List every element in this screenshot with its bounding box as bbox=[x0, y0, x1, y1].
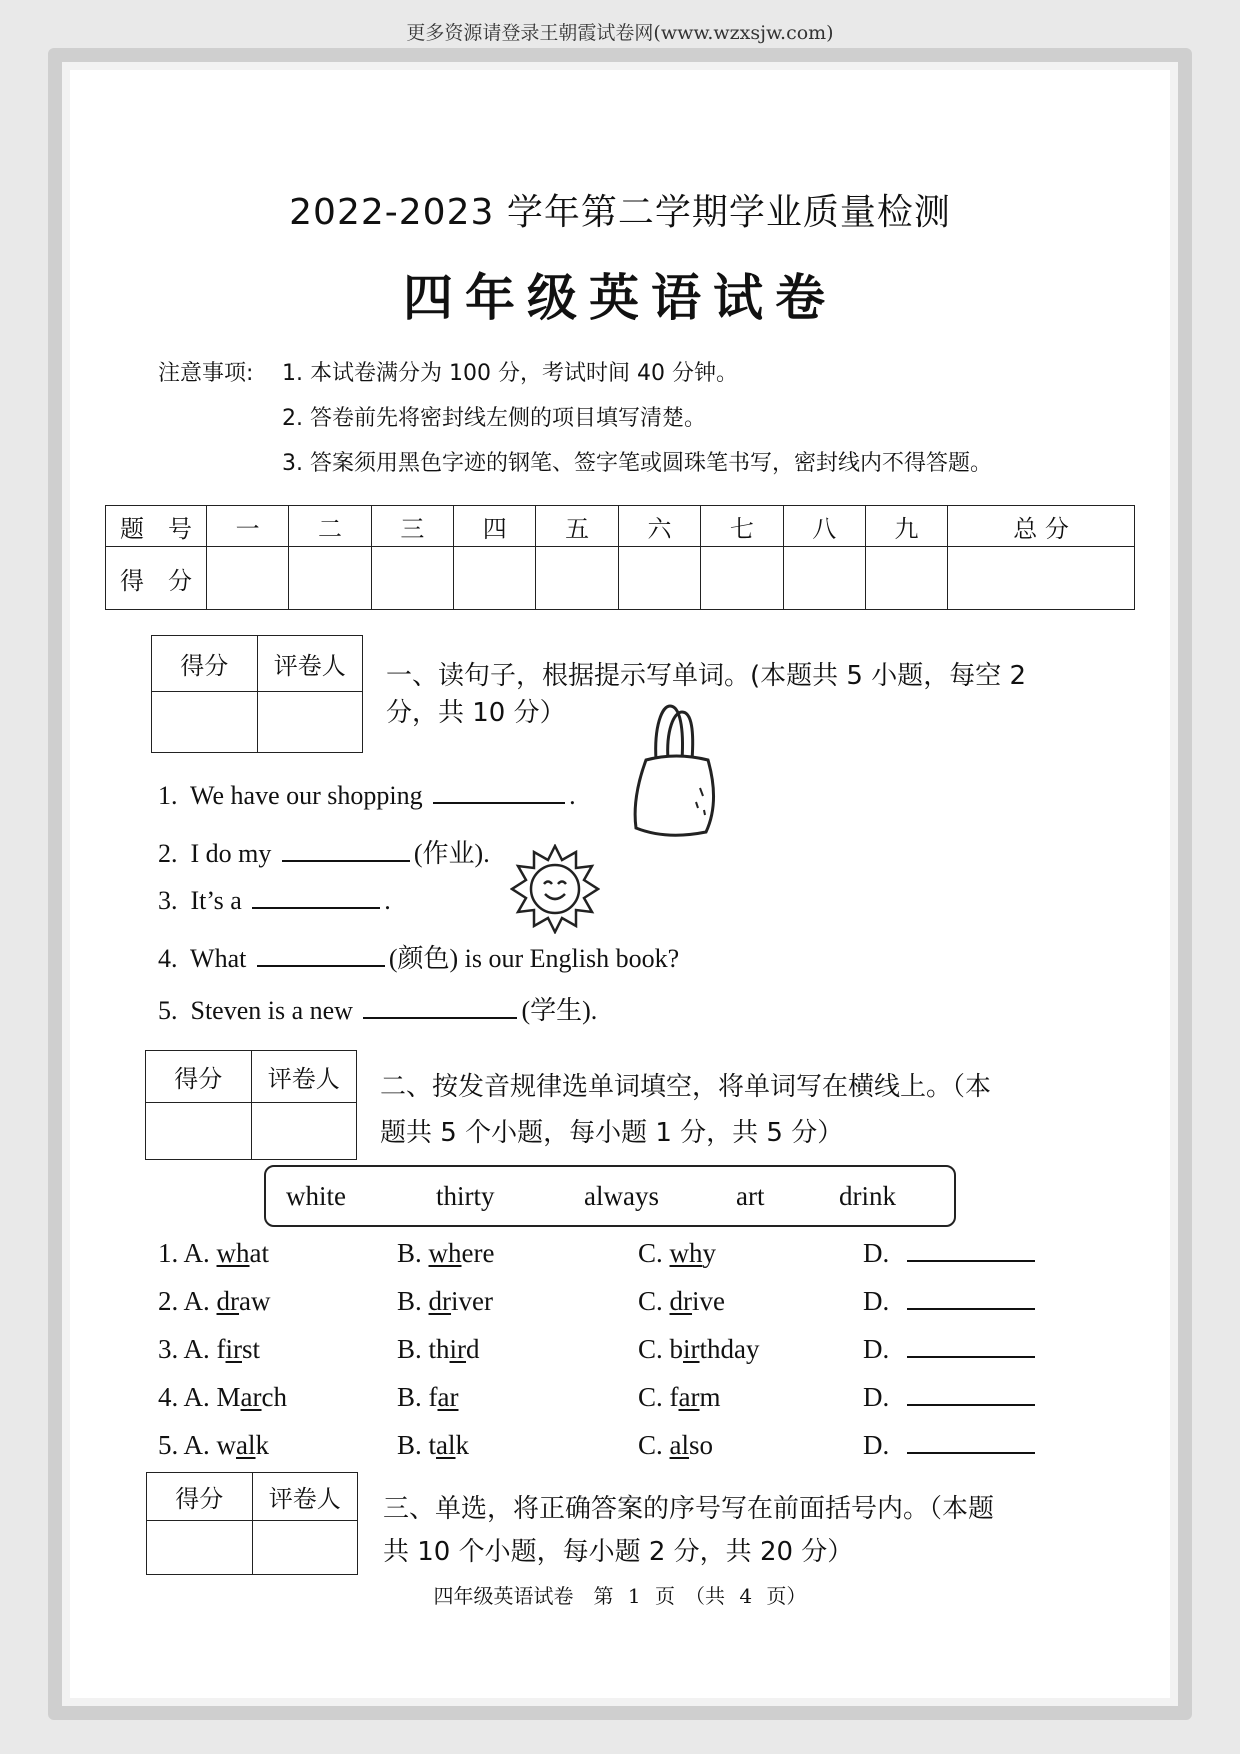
grader-name-label: 评卷人 bbox=[252, 1473, 358, 1521]
option-c: C. why bbox=[638, 1238, 717, 1268]
option-b: B. far bbox=[397, 1382, 459, 1412]
section2-heading: 二、按发音规律选单词填空，将单词写在横线上。（本 bbox=[380, 1072, 992, 1102]
word-bank-item: thirty bbox=[436, 1181, 495, 1211]
score-cell[interactable] bbox=[207, 547, 289, 610]
score-table bbox=[105, 505, 1135, 610]
score-col-header: 四 bbox=[454, 506, 536, 547]
section2-heading-cont: 题共 5 个小题，每小题 1 分，共 5 分） bbox=[380, 1118, 844, 1148]
question-item: 1. We have our shopping . bbox=[158, 781, 576, 810]
option-a: 3. A. first bbox=[158, 1334, 261, 1364]
option-d: D. bbox=[863, 1430, 1039, 1461]
section1-heading-cont: 分，共 10 分） bbox=[386, 698, 566, 728]
section3-heading-cont: 共 10 个小题，每小题 2 分，共 20 分） bbox=[383, 1537, 854, 1567]
option-a: 1. A. what bbox=[158, 1238, 270, 1268]
answer-blank[interactable] bbox=[252, 885, 380, 909]
grader-score-cell[interactable] bbox=[147, 1521, 253, 1575]
option-c: C. drive bbox=[638, 1286, 726, 1316]
word-bank-item: drink bbox=[839, 1181, 896, 1211]
score-cell[interactable] bbox=[618, 547, 700, 610]
grader-score-label: 得分 bbox=[146, 1051, 252, 1103]
grader-box-2 bbox=[145, 1050, 357, 1160]
note-item: 3. 答案须用黑色字迹的钢笔、签字笔或圆珠笔书写，密封线内不得答题。 bbox=[282, 451, 992, 476]
answer-blank[interactable] bbox=[433, 780, 565, 804]
score-cell[interactable] bbox=[948, 547, 1135, 610]
word-bank-item: always bbox=[584, 1181, 659, 1211]
score-col-header: 三 bbox=[371, 506, 453, 547]
question-item: 4. What (颜色) is our English book? bbox=[158, 944, 680, 973]
grader-box-3 bbox=[146, 1472, 358, 1575]
section1-heading: 一、读句子，根据提示写单词。(本题共 5 小题，每空 2 bbox=[386, 661, 1027, 691]
answer-blank[interactable] bbox=[282, 838, 410, 862]
grader-score-label: 得分 bbox=[152, 636, 258, 692]
score-col-header: 七 bbox=[701, 506, 783, 547]
answer-blank[interactable] bbox=[257, 943, 385, 967]
word-bank-item: art bbox=[736, 1181, 765, 1211]
score-row-label: 得 分 bbox=[106, 547, 207, 610]
score-col-header: 总 分 bbox=[948, 506, 1135, 547]
option-a: 5. A. walk bbox=[158, 1430, 270, 1460]
score-col-header: 九 bbox=[865, 506, 947, 547]
option-c: C. farm bbox=[638, 1382, 721, 1412]
score-row-label: 题 号 bbox=[106, 506, 207, 547]
score-cell[interactable] bbox=[454, 547, 536, 610]
shopping-bag-icon bbox=[626, 698, 726, 840]
watermark: 更多资源请登录王朝霞试卷网(www.wzxsjw.com) bbox=[406, 22, 834, 44]
grader-name-label: 评卷人 bbox=[251, 1051, 357, 1103]
option-b: B. third bbox=[397, 1334, 480, 1364]
note-item: 2. 答卷前先将密封线左侧的项目填写清楚。 bbox=[282, 406, 706, 431]
score-col-header: 五 bbox=[536, 506, 618, 547]
score-cell[interactable] bbox=[371, 547, 453, 610]
answer-blank[interactable] bbox=[907, 1430, 1035, 1454]
answer-blank[interactable] bbox=[907, 1334, 1035, 1358]
option-a: 4. A. March bbox=[158, 1382, 287, 1412]
option-b: B. talk bbox=[397, 1430, 470, 1460]
section3-heading: 三、单选，将正确答案的序号写在前面括号内。（本题 bbox=[383, 1494, 995, 1524]
grader-name-cell[interactable] bbox=[252, 1521, 358, 1575]
score-cell[interactable] bbox=[865, 547, 947, 610]
option-b: B. driver bbox=[397, 1286, 493, 1316]
page-footer: 四年级英语试卷 第 1 页 （共 4 页） bbox=[433, 1584, 807, 1608]
note-item: 1. 本试卷满分为 100 分，考试时间 40 分钟。 bbox=[282, 361, 738, 386]
sun-icon bbox=[510, 844, 600, 934]
exam-subtitle: 四年级英语试卷 bbox=[403, 269, 837, 327]
question-item: 3. It’s a . bbox=[158, 886, 391, 915]
option-d: D. bbox=[863, 1286, 1039, 1317]
grader-box-1 bbox=[151, 635, 363, 753]
score-cell[interactable] bbox=[289, 547, 371, 610]
grader-name-cell[interactable] bbox=[251, 1103, 357, 1160]
grader-name-label: 评卷人 bbox=[257, 636, 363, 692]
notes-label: 注意事项: bbox=[158, 361, 254, 386]
option-b: B. where bbox=[397, 1238, 495, 1268]
option-d: D. bbox=[863, 1382, 1039, 1413]
word-bank-item: white bbox=[286, 1181, 346, 1211]
option-a: 2. A. draw bbox=[158, 1286, 271, 1316]
score-cell[interactable] bbox=[536, 547, 618, 610]
grader-score-cell[interactable] bbox=[152, 692, 258, 753]
option-d: D. bbox=[863, 1334, 1039, 1365]
answer-blank[interactable] bbox=[907, 1286, 1035, 1310]
grader-score-label: 得分 bbox=[147, 1473, 253, 1521]
answer-blank[interactable] bbox=[907, 1382, 1035, 1406]
grader-score-cell[interactable] bbox=[146, 1103, 252, 1160]
answer-blank[interactable] bbox=[363, 995, 517, 1019]
word-bank bbox=[264, 1165, 956, 1227]
score-col-header: 一 bbox=[207, 506, 289, 547]
score-col-header: 八 bbox=[783, 506, 865, 547]
score-col-header: 二 bbox=[289, 506, 371, 547]
score-cell[interactable] bbox=[783, 547, 865, 610]
grader-name-cell[interactable] bbox=[257, 692, 363, 753]
answer-blank[interactable] bbox=[907, 1238, 1035, 1262]
question-item: 5. Steven is a new (学生). bbox=[158, 996, 598, 1025]
option-d: D. bbox=[863, 1238, 1039, 1269]
question-item: 2. I do my (作业). bbox=[158, 839, 490, 868]
option-c: C. birthday bbox=[638, 1334, 760, 1364]
score-cell[interactable] bbox=[701, 547, 783, 610]
option-c: C. also bbox=[638, 1430, 714, 1460]
score-col-header: 六 bbox=[618, 506, 700, 547]
exam-title: 2022-2023 学年第二学期学业质量检测 bbox=[289, 192, 951, 233]
